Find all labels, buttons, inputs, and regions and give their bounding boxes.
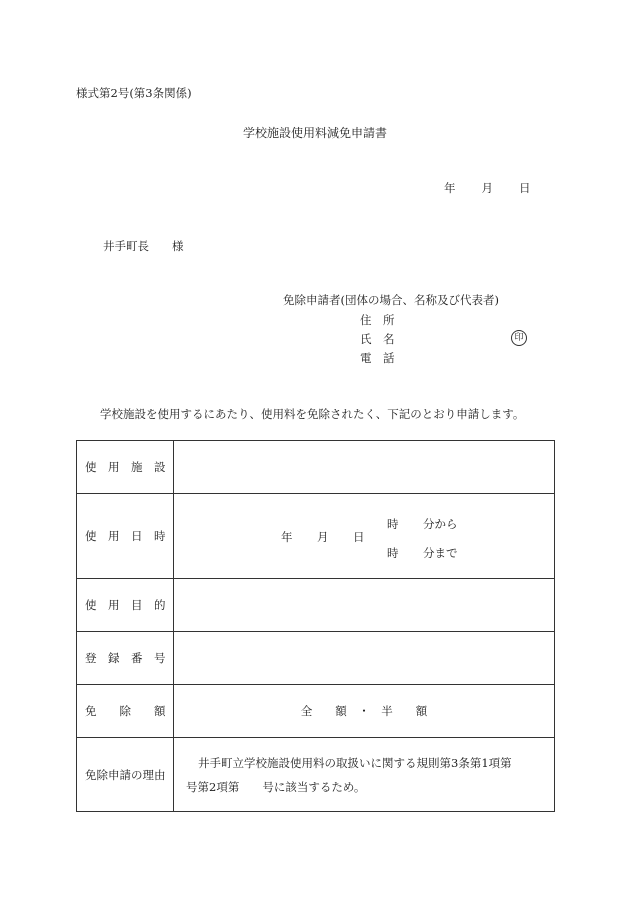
datetime-value[interactable] xyxy=(174,494,555,579)
exemption-label: 免 除 額 xyxy=(77,685,174,738)
datetime-from-hour: 時 xyxy=(387,517,399,531)
reason-line-2: 号第2項第 号に該当するため。 xyxy=(186,779,366,794)
reason-line-1: 井手町立学校施設使用料の取扱いに関する規則第3条第1項第 xyxy=(198,755,512,770)
datetime-to-hour: 時 xyxy=(387,546,399,560)
table-row xyxy=(77,494,555,579)
reason-label: 免除申請の理由 xyxy=(77,738,174,812)
applicant-heading: 免除申請者(団体の場合、名称及び代表者) xyxy=(283,293,499,307)
table-row xyxy=(77,441,555,494)
phone-label: 電 話 xyxy=(360,351,395,365)
facility-label: 使 用 施 設 xyxy=(77,441,174,494)
datetime-year: 年 xyxy=(281,530,293,544)
datetime-month: 月 xyxy=(317,530,329,544)
table-row xyxy=(77,685,555,738)
form-number: 様式第2号(第3条関係) xyxy=(76,86,192,100)
lead-text: 学校施設を使用するにあたり、使用料を免除されたく、下記のとおり申請します。 xyxy=(100,407,525,421)
datetime-to-min: 分まで xyxy=(423,546,458,560)
datetime-from-min: 分から xyxy=(423,517,458,531)
application-table xyxy=(76,440,555,812)
name-label: 氏 名 xyxy=(360,332,395,346)
purpose-value[interactable] xyxy=(174,579,555,632)
facility-value[interactable] xyxy=(174,441,555,494)
table-row xyxy=(77,738,555,812)
addressee: 井手町長 様 xyxy=(103,239,184,253)
date-year: 年 xyxy=(444,181,456,195)
registration-label: 登 録 番 号 xyxy=(77,632,174,685)
purpose-label: 使 用 目 的 xyxy=(77,579,174,632)
datetime-label: 使 用 日 時 xyxy=(77,494,174,579)
table-row xyxy=(77,579,555,632)
reason-value xyxy=(174,738,555,812)
address-label: 住 所 xyxy=(360,313,395,327)
document-title: 学校施設使用料減免申請書 xyxy=(242,126,387,140)
datetime-day: 日 xyxy=(353,530,365,544)
table-row xyxy=(77,632,555,685)
date-line xyxy=(444,180,531,196)
registration-value[interactable] xyxy=(174,632,555,685)
date-day: 日 xyxy=(519,181,531,195)
exemption-value[interactable]: 全 額 ・ 半 額 xyxy=(174,685,555,738)
date-month: 月 xyxy=(481,181,493,195)
seal-mark: 印 xyxy=(511,330,527,346)
